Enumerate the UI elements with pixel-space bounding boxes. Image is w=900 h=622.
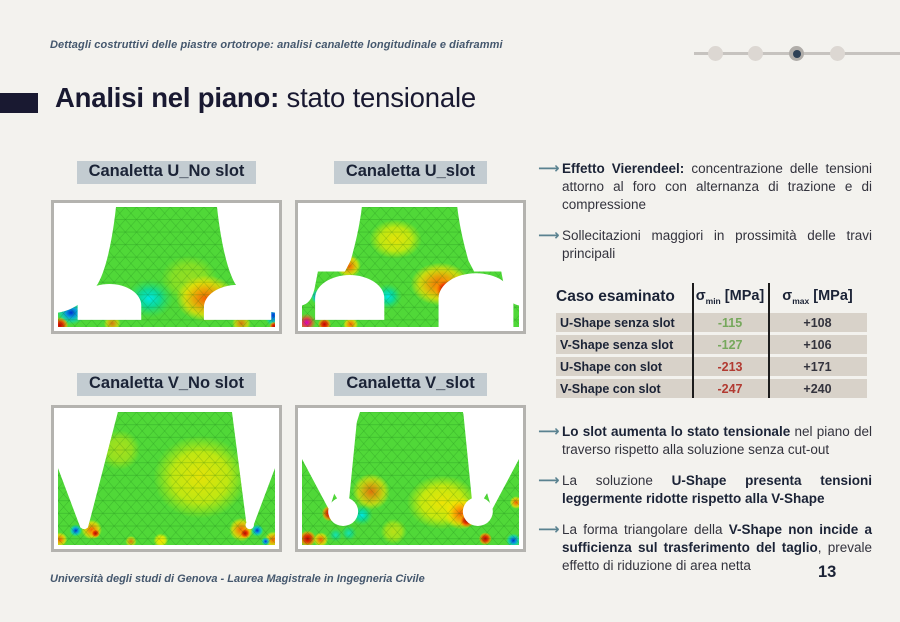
figure-label-text: Canaletta U_slot [334, 161, 487, 184]
figure-canaletta-u-no-slot [51, 200, 282, 334]
bullet-post: , prevale effetto di riduzione di area netta [562, 539, 872, 573]
progress-dot [708, 46, 723, 61]
table-header-sigma-max [768, 288, 867, 306]
row-sigma-min: -115 [717, 315, 743, 330]
figure-label-u-no-slot [51, 161, 282, 184]
figure-canaletta-u-slot [295, 200, 526, 334]
table-row [556, 313, 867, 332]
title-accent-bar [0, 93, 38, 113]
table-header-caso: Caso esaminato [556, 287, 675, 305]
row-sigma-max: +171 [803, 359, 832, 374]
progress-indicator [688, 45, 900, 63]
arrow-icon: ⟶ [538, 471, 560, 489]
row-label: V-Shape con slot [560, 381, 661, 396]
arrow-icon: ⟶ [538, 423, 560, 440]
sigma-unit: [MPa] [809, 287, 853, 304]
arrow-icon: ⟶ [538, 520, 560, 538]
fem-plot-u-no-slot [58, 207, 275, 327]
progress-dot [830, 46, 845, 61]
page-title [55, 82, 476, 114]
progress-dot-active [789, 46, 804, 61]
bullet-pre: Sollecitazioni maggiori in prossimità delle travi principali [562, 227, 872, 261]
figure-label-v-no-slot [51, 373, 282, 396]
bullet-bold: Effetto Vierendeel: [562, 161, 685, 176]
table-row [556, 379, 867, 398]
figure-label-text: Canaletta V_slot [334, 373, 486, 396]
row-sigma-min: -247 [717, 381, 743, 396]
bullet-text [562, 227, 872, 263]
row-label: U-Shape con slot [560, 359, 663, 374]
sigma-sub: max [792, 295, 810, 306]
fem-plot-v-slot [302, 412, 519, 545]
sigma-symbol: σ [782, 287, 793, 304]
table-header-row [556, 283, 867, 310]
bullet-bold: V-Shape non incide a sufficienza sul trasferimento del taglio [562, 521, 873, 555]
table-divider [692, 283, 694, 398]
sigma-unit: [MPa] [720, 287, 765, 304]
page-title-bold: Analisi nel piano: [55, 82, 280, 113]
row-sigma-max: +108 [803, 315, 832, 330]
sigma-symbol: σ [695, 287, 706, 304]
slide-footer-text: Università degli studi di Genova - Laurea Magistrale in Ingegneria Civile [50, 573, 425, 585]
row-label: V-Shape senza slot [560, 337, 674, 352]
table-row [556, 335, 867, 354]
bullet-pre: La soluzione [562, 472, 672, 488]
slide-header-text: Dettagli costruttivi delle piastre ortotrope: analisi canalette longitudinale e diaframmi [50, 39, 503, 51]
figure-canaletta-v-slot [295, 405, 526, 552]
sigma-sub: min [705, 295, 721, 306]
fem-plot-v-no-slot [58, 412, 275, 545]
bullet-bold: Lo slot aumenta lo stato tensionale [562, 424, 791, 439]
arrow-icon: ⟶ [538, 160, 560, 177]
bullet-post: nel piano del traverso rispetto alla soluzione senza cut-out [562, 424, 872, 457]
figure-label-text: Canaletta V_No slot [77, 373, 256, 396]
row-sigma-min: -127 [717, 337, 743, 352]
bullet-sollecitazioni [538, 227, 872, 263]
row-sigma-min: -213 [717, 359, 743, 374]
fem-plot-u-slot [302, 207, 519, 327]
row-sigma-max: +240 [803, 381, 832, 396]
page-number: 13 [818, 563, 837, 581]
bullet-pre: La forma triangolare della [562, 521, 729, 537]
row-sigma-max: +106 [803, 337, 832, 352]
progress-dot [748, 46, 763, 61]
arrow-icon: ⟶ [538, 226, 560, 244]
bullet-effetto-vierendeel [538, 160, 872, 214]
table-header-sigma-min [692, 288, 768, 306]
results-table [556, 283, 867, 398]
bullet-post: concentrazione delle tensioni attorno al foro con alternanza di trazione e di compressione [562, 161, 872, 212]
table-divider [768, 283, 770, 398]
figure-label-text: Canaletta U_No slot [77, 161, 257, 184]
bullet-soluzione-u-shape [538, 472, 872, 508]
bullet-slot-aumenta [538, 423, 872, 459]
page-title-rest: stato tensionale [279, 82, 476, 113]
figure-label-u-slot [295, 161, 526, 184]
bullets-top [538, 160, 872, 276]
figure-label-v-slot [295, 373, 526, 396]
bullet-text [562, 423, 872, 459]
row-label: U-Shape senza slot [560, 315, 675, 330]
bullet-text [562, 472, 872, 508]
bullet-text [562, 160, 872, 214]
table-row [556, 357, 867, 376]
figure-canaletta-v-no-slot [51, 405, 282, 552]
bullet-bold: U-Shape presenta tensioni leggermente ridotte rispetto alla V-Shape [562, 472, 872, 506]
